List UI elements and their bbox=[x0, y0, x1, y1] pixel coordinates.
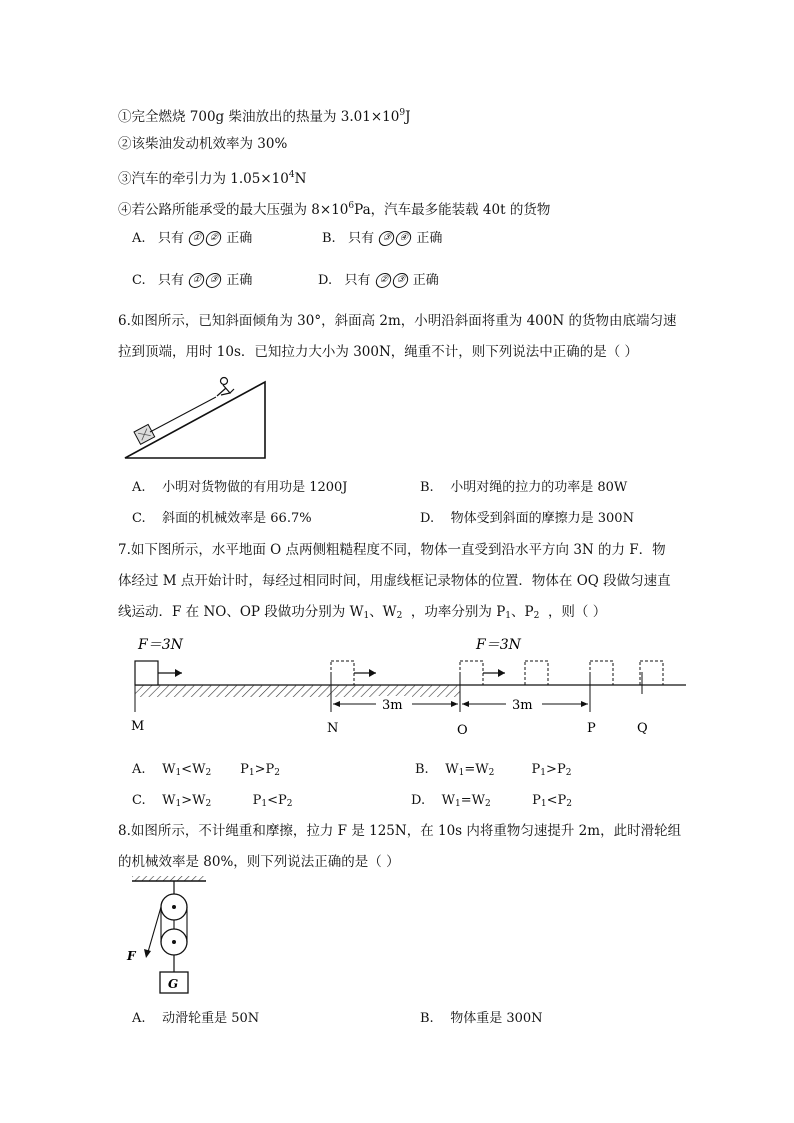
q7-stem-line1: 7.如下图所示，水平地面 O 点两侧粗糙程度不同，物体一直受到沿水平方向 3N 的力 F．物 bbox=[118, 542, 666, 558]
label-o: O bbox=[457, 723, 468, 738]
q5-option-b[interactable]: B. 只有 ③ ④ 正确 bbox=[322, 231, 443, 246]
incline-triangle bbox=[125, 382, 265, 458]
incline-figure bbox=[120, 372, 270, 462]
q8-stem-line1: 8.如图所示，不计绳重和摩擦，拉力 F 是 125N，在 10s 内将重物匀速提升 2m，此时滑轮组 bbox=[118, 823, 682, 839]
force-label: F bbox=[127, 949, 136, 963]
rough-surface bbox=[135, 685, 460, 697]
motion-figure bbox=[120, 632, 690, 742]
q7-option-a[interactable]: A. $W_1<W_2$ $P_1>P_2$ bbox=[132, 762, 280, 778]
q8-option-a[interactable]: A. 动滑轮重是 50N bbox=[132, 1011, 260, 1026]
pull-rope bbox=[148, 907, 161, 952]
q6-option-b[interactable]: B. 小明对绳的拉力的功率是 80W bbox=[420, 480, 628, 495]
dist-label-no: 3m bbox=[382, 698, 403, 713]
statement-1: ①完全燃烧 700g 柴油放出的热量为 $3.01\times 10^9J$ bbox=[118, 108, 411, 125]
person-icon bbox=[217, 378, 234, 397]
q8-option-b[interactable]: B. 物体重是 300N bbox=[420, 1011, 543, 1026]
force-label-right: F＝3N bbox=[476, 637, 521, 653]
cargo-box bbox=[134, 424, 155, 444]
block-o bbox=[460, 661, 483, 685]
q7-stem-line3: 线运动．F 在 NO、OP 段做功分别为 $W_1$、$W_2$ ，功率分别为 $P_1$、$P_2$ ，则（ ） bbox=[118, 604, 607, 621]
label-m: M bbox=[131, 719, 145, 734]
q7-option-b[interactable]: B. $W_1=W_2$ $P_1>P_2$ bbox=[415, 762, 572, 778]
q6-option-a[interactable]: A. 小明对货物做的有用功是 1200J bbox=[132, 480, 348, 495]
pulley-figure bbox=[120, 874, 220, 1000]
q6-stem-line1: 6.如图所示，已知斜面倾角为 30°，斜面高 2m，小明沿斜面将重为 400N 的货物由底端匀速 bbox=[118, 313, 677, 329]
statement-3: ③汽车的牵引力为 $1.05\times 10^4N$ bbox=[118, 170, 307, 187]
block-m bbox=[135, 661, 158, 685]
q8-stem-line2: 的机械效率是 80%，则下列说法正确的是（ ） bbox=[118, 854, 400, 870]
weight-label: G bbox=[168, 977, 179, 991]
q7-option-c[interactable]: C. $W_1>W_2$ $P_1<P_2$ bbox=[132, 793, 293, 809]
dist-label-op: 3m bbox=[512, 698, 533, 713]
label-p: P bbox=[587, 721, 596, 736]
q5-option-a[interactable]: A. 只有 ① ② 正确 bbox=[132, 231, 253, 246]
block-n bbox=[331, 661, 354, 685]
q6-stem-line2: 拉到顶端，用时 10s．已知拉力大小为 300N，绳重不计，则下列说法中正确的是（ ） bbox=[118, 344, 639, 360]
q6-option-c[interactable]: C. 斜面的机械效率是 66.7% bbox=[132, 511, 312, 526]
q5-option-d[interactable]: D. 只有 ② ③ 正确 bbox=[318, 273, 439, 288]
q5-option-c[interactable]: C. 只有 ① ③ 正确 bbox=[132, 273, 253, 288]
block-3 bbox=[525, 661, 548, 685]
label-n: N bbox=[327, 721, 339, 736]
statement-4: ④若公路所能承受的最大压强为 $8\times 10^6Pa$，汽车最多能装载 40t 的货物 bbox=[118, 201, 551, 218]
block-p bbox=[590, 661, 613, 685]
q7-option-d[interactable]: D. $W_1=W_2$ $P_1<P_2$ bbox=[411, 793, 572, 809]
force-label-left: F＝3N bbox=[138, 637, 183, 653]
q7-stem-line2: 体经过 M 点开始计时，每经过相同时间，用虚线框记录物体的位置．物体在 OQ 段做匀速直 bbox=[118, 573, 671, 589]
block-q bbox=[640, 661, 663, 685]
label-q: Q bbox=[637, 721, 648, 736]
q6-option-d[interactable]: D. 物体受到斜面的摩擦力是 300N bbox=[420, 511, 634, 526]
statement-2: ②该柴油发动机效率为 30% bbox=[118, 136, 288, 152]
